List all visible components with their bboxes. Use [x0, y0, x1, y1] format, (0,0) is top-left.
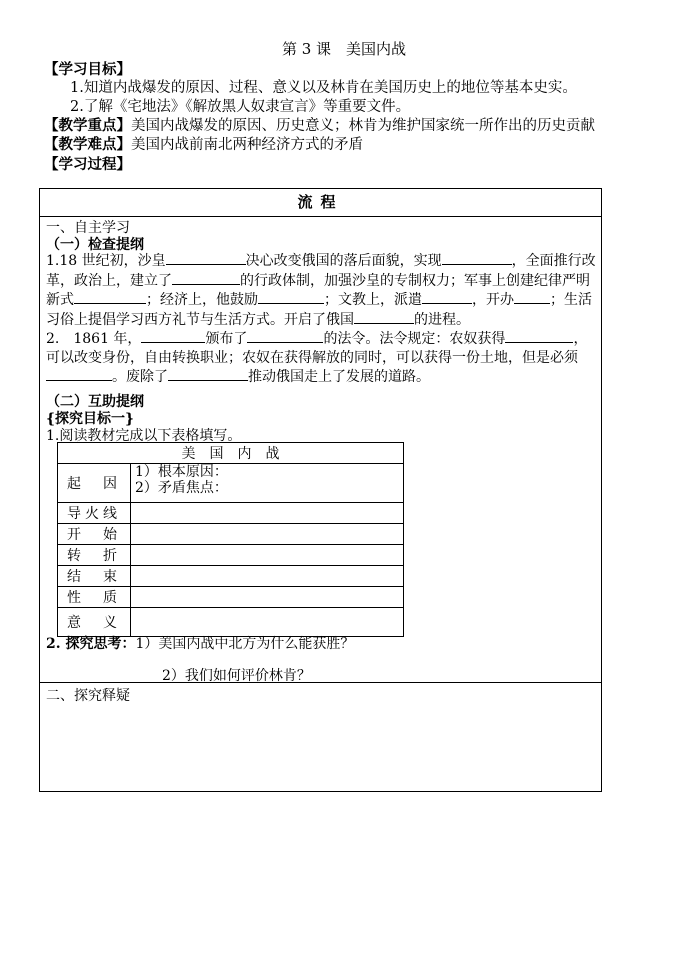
task-1: 1.阅读教材完成以下表格填写。 [46, 428, 242, 444]
key-point [44, 114, 595, 135]
page-title: 第 3 课 美国内战 [281, 40, 407, 58]
process-label: 【学习过程】 [44, 156, 131, 173]
answer-cell[interactable] [131, 545, 404, 566]
cause-root: 1）根本原因： [135, 464, 228, 480]
civil-war-table [57, 442, 404, 637]
blank[interactable] [172, 271, 240, 285]
explore-goal-1: {探究目标一} [46, 411, 135, 427]
section-explore-explain: 二、探究释疑 [46, 688, 130, 704]
blank[interactable] [166, 251, 246, 265]
section-divider [40, 682, 601, 683]
key-point-label: 【教学重点】 [44, 117, 131, 134]
goal-item-1: 1.知道内战爆发的原因、过程、意义以及林肯在美国历史上的地位等基本史实。 [70, 80, 577, 96]
subsection-mutual-help: （二）互助提纲 [46, 394, 144, 410]
question-1: 1.18 世纪初，沙皇 决心改变俄国的落后面貌，实现 ，全面推行改革，政治上，建立了 的行政体制，加强沙皇的专制权力；军事上创建纪律严明新式 ；经济上，他鼓励 ；文教上，派遣 ，开办 ；生活习俗上提倡学习西方礼节与生活方式。开启了俄国 的进程。 [46, 253, 596, 328]
row-label-end: 结 束 [58, 566, 131, 587]
cause-cell[interactable] [131, 464, 404, 503]
answer-cell[interactable] [131, 566, 404, 587]
subsection-outline-check: （一）检查提纲 [46, 237, 144, 253]
blank[interactable] [505, 329, 573, 343]
blank[interactable] [168, 367, 248, 381]
think-question-2: 2）我们如何评价林肯？ [162, 668, 311, 684]
blank[interactable] [258, 290, 324, 304]
answer-cell[interactable] [131, 587, 404, 608]
cause-focus: 2）矛盾焦点： [135, 480, 228, 496]
goal-item-2: 2.了解《宅地法》《解放黑人奴隶宣言》等重要文件。 [70, 99, 411, 115]
think-label: 2. 探究思考： [46, 636, 136, 652]
blank[interactable] [74, 290, 146, 304]
blank[interactable] [46, 367, 112, 381]
key-point-text: 美国内战爆发的原因、历史意义；林肯为维护国家统一所作出的历史贡献 [131, 118, 595, 134]
row-label-turning-point: 转 折 [58, 545, 131, 566]
blank[interactable] [422, 290, 472, 304]
difficulty-text: 美国内战前南北两种经济方式的矛盾 [131, 137, 363, 153]
row-label-nature: 性 质 [58, 587, 131, 608]
goals-label: 【学习目标】 [44, 61, 131, 78]
row-label-significance: 意 义 [58, 608, 131, 637]
blank[interactable] [514, 290, 550, 304]
think-question-1: 2. 探究思考：1）美国内战中北方为什么能获胜？ [46, 636, 355, 652]
difficulty [44, 133, 363, 154]
row-label-start: 开 始 [58, 524, 131, 545]
difficulty-label: 【教学难点】 [44, 136, 131, 153]
answer-cell[interactable] [131, 503, 404, 524]
question-2: 2. 1861 年， 颁布了 的法令。法令规定：农奴获得 ，可以改变身份，自由转换职业；农奴在获得解放的同时，可以获得一份土地，但是必须。废除了 推动俄国走上了发展的道路。 [46, 331, 588, 385]
blank[interactable] [354, 310, 414, 324]
process-box [39, 188, 602, 792]
row-label-trigger: 导火线 [58, 503, 131, 524]
section-self-study: 一、自主学习 [46, 220, 130, 236]
process-header: 流程 [40, 189, 601, 217]
blank[interactable] [247, 329, 323, 343]
blank[interactable] [141, 329, 205, 343]
row-label-cause: 起 因 [58, 464, 131, 503]
answer-cell[interactable] [131, 524, 404, 545]
table-header: 美 国 内 战 [58, 443, 404, 464]
blank[interactable] [442, 251, 512, 265]
